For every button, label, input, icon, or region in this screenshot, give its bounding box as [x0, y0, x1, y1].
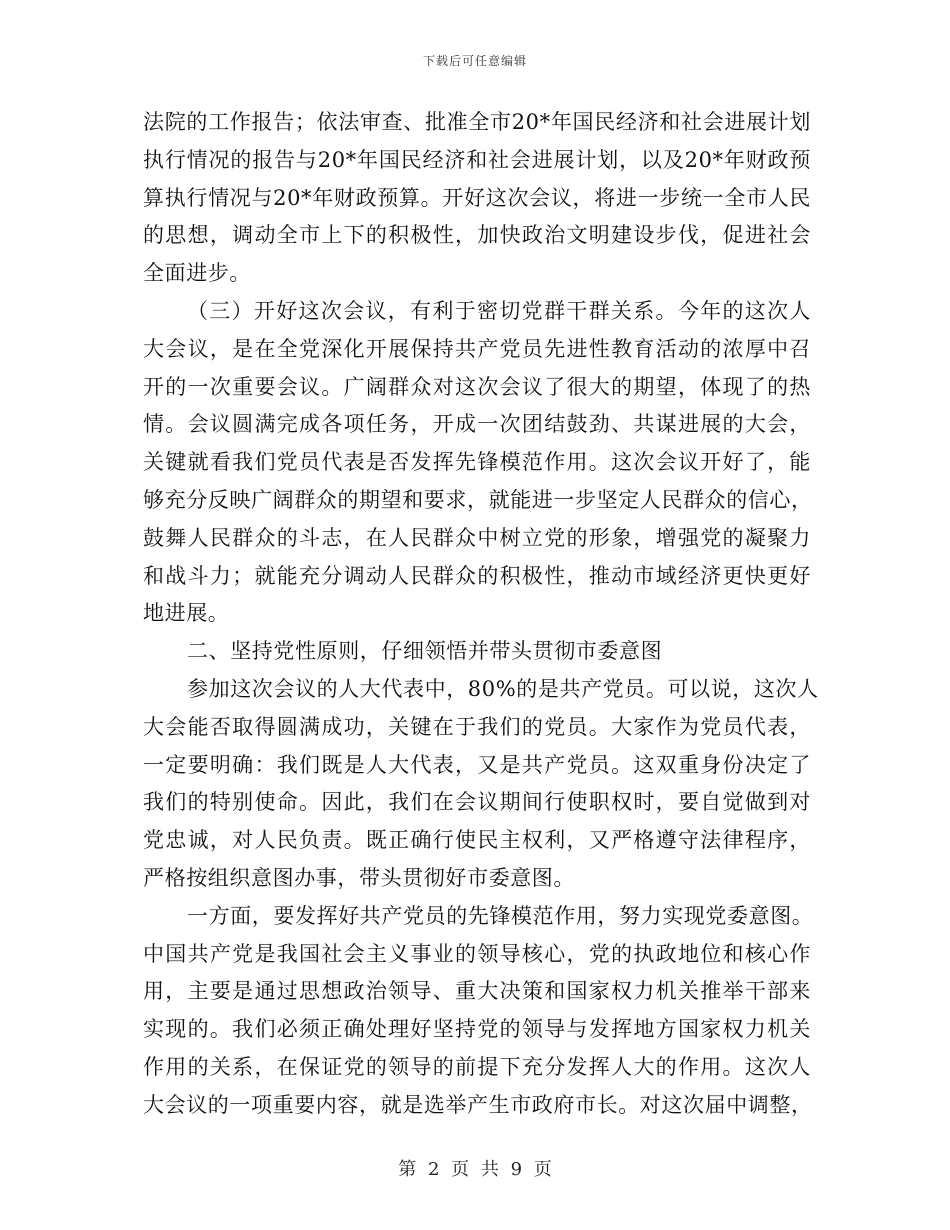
- text-line: 情。会议圆满完成各项任务，开成一次团结鼓劲、共谋进展的大会，: [143, 412, 811, 437]
- document-body: [143, 110, 819, 1133]
- text-line: 中国共产党是我国社会主义事业的领导核心，党的执政地位和核心作: [143, 941, 811, 966]
- page-header: 下载后可任意编辑: [422, 54, 527, 68]
- text-line: 一定要明确：我们既是人大代表，又是共产党员。这双重身份决定了: [143, 752, 811, 777]
- text-line: 参加这次会议的人大代表中，80%的是共产党员。可以说，这次人: [187, 676, 819, 701]
- text-line: 实现的。我们必须正确处理好坚持党的领导与发挥地方国家权力机关: [143, 1017, 811, 1042]
- text-line: 二、坚持党性原则，仔细领悟并带头贯彻市委意图: [187, 639, 663, 664]
- text-line: 大会议，是在全党深化开展保持共产党员先进性教育活动的浓厚中召: [143, 336, 811, 361]
- text-line: 大会能否取得圆满成功，关键在于我们的党员。大家作为党员代表，: [143, 714, 811, 739]
- text-line: 开的一次重要会议。广阔群众对这次会议了很大的期望，体现了的热: [143, 374, 811, 399]
- text-line: 我们的特别使命。因此，我们在会议期间行使职权时，要自觉做到对: [143, 790, 811, 815]
- text-line: 算执行情况与20*年财政预算。开好这次会议，将进一步统一全市人民: [143, 185, 811, 210]
- text-line: 作用的关系，在保证党的领导的前提下充分发挥人大的作用。这次人: [143, 1054, 811, 1079]
- text-line: 鼓舞人民群众的斗志，在人民群众中树立党的形象，增强党的凝聚力: [143, 525, 811, 550]
- text-line: 和战斗力；就能充分调动人民群众的积极性，推动市域经济更快更好: [143, 563, 811, 588]
- text-line: 大会议的一项重要内容，就是选举产生市政府市长。对这次届中调整，: [143, 1092, 813, 1117]
- text-line: 执行情况的报告与20*年国民经济和社会进展计划，以及20*年财政预: [143, 147, 811, 172]
- text-line: （三）开好这次会议，有利于密切党群干群关系。今年的这次人: [187, 298, 811, 323]
- text-line: 严格按组织意图办事，带头贯彻好市委意图。: [143, 865, 575, 890]
- text-line: 党忠诚，对人民负责。既正确行使民主权利，又严格遵守法律程序，: [143, 828, 811, 853]
- text-line: 的思想，调动全市上下的积极性，加快政治文明建设步伐，促进社会: [143, 223, 811, 248]
- text-line: 用，主要是通过思想政治领导、重大决策和国家权力机关推举干部来: [143, 979, 811, 1004]
- text-line: 够充分反映广阔群众的期望和要求，就能进一步坚定人民群众的信心，: [143, 487, 813, 512]
- text-line: 全面进步。: [143, 261, 251, 286]
- text-line: 法院的工作报告；依法审查、批准全市20*年国民经济和社会进展计划: [143, 110, 811, 134]
- text-line: 地进展。: [143, 601, 230, 626]
- text-line: 一方面，要发挥好共产党员的先锋模范作用，努力实现党委意图。: [187, 903, 814, 928]
- text-line: 关键就看我们党员代表是否发挥先锋模范作用。这次会议开好了，能: [143, 450, 811, 475]
- page-footer: 第 2 页 共 9 页: [398, 1159, 552, 1180]
